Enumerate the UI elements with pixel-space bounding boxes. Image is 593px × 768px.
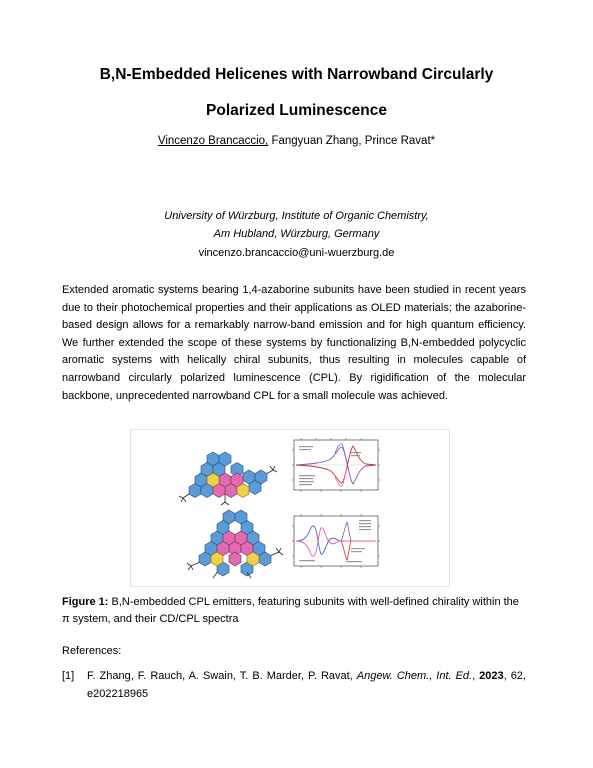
- affiliation-institute: University of Würzburg, Institute of Organic Chemistry,: [164, 210, 429, 222]
- molecule-1-structure: [179, 452, 277, 505]
- presenting-author: Vincenzo Brancaccio,: [157, 135, 269, 147]
- reference-journal: Angew. Chem., Int. Ed.: [356, 670, 473, 682]
- molecule-2-structure: [187, 510, 283, 578]
- author-list: [40, 134, 553, 148]
- reference-sep: ,: [472, 670, 480, 682]
- figure-caption: [62, 594, 526, 628]
- reference-item: [62, 667, 526, 703]
- figure-1: [130, 429, 450, 587]
- affiliation-address: Am Hubland, Würzburg, Germany: [213, 228, 380, 240]
- figure-caption-label: Figure 1:: [62, 596, 109, 608]
- figure-caption-text: B,N-embedded CPL emitters, featuring subunits with well-defined chirality within the π system, and their CD/CPL spectra: [62, 596, 519, 625]
- abstract-text: Extended aromatic systems bearing 1,4-azaborine subunits have been studied in recent years due to their photochemical properties and their applications as OLED materials; the azaborine-based design allows for a remarkably narrow-band emission and for high quantum efficiency. We further extended the scope of these systems by functionalizing B,N-embedded polycyclic aromatic systems with helically chiral subunits, thus resulting in molecules capable of narrowband circularly polarized luminescence (CPL). By rigidification of the molecular backbone, unprecedented narrowband CPL for a small molecule was achieved.: [62, 284, 526, 402]
- cd-cpl-panel-top: [292, 438, 380, 492]
- title-line-1: B,N-Embedded Helicenes with Narrowband Circularly: [99, 66, 494, 83]
- cd-cpl-panel-bottom: [292, 514, 380, 568]
- reference-number: [1]: [62, 670, 75, 682]
- coauthors: Fangyuan Zhang, Prince Ravat*: [268, 135, 436, 147]
- reference-rest: , 62, e202218965: [87, 670, 526, 700]
- title-line-2: Polarized Luminescence: [206, 102, 387, 119]
- reference-authors: F. Zhang, F. Rauch, A. Swain, T. B. Marder, P. Ravat,: [87, 670, 357, 682]
- figure-graphic: [131, 430, 449, 586]
- reference-body: [87, 667, 526, 703]
- reference-year: 2023: [479, 670, 504, 682]
- references-heading: References:: [62, 645, 122, 657]
- affiliation-email: vincenzo.brancaccio@uni-wuerzburg.de: [198, 247, 395, 259]
